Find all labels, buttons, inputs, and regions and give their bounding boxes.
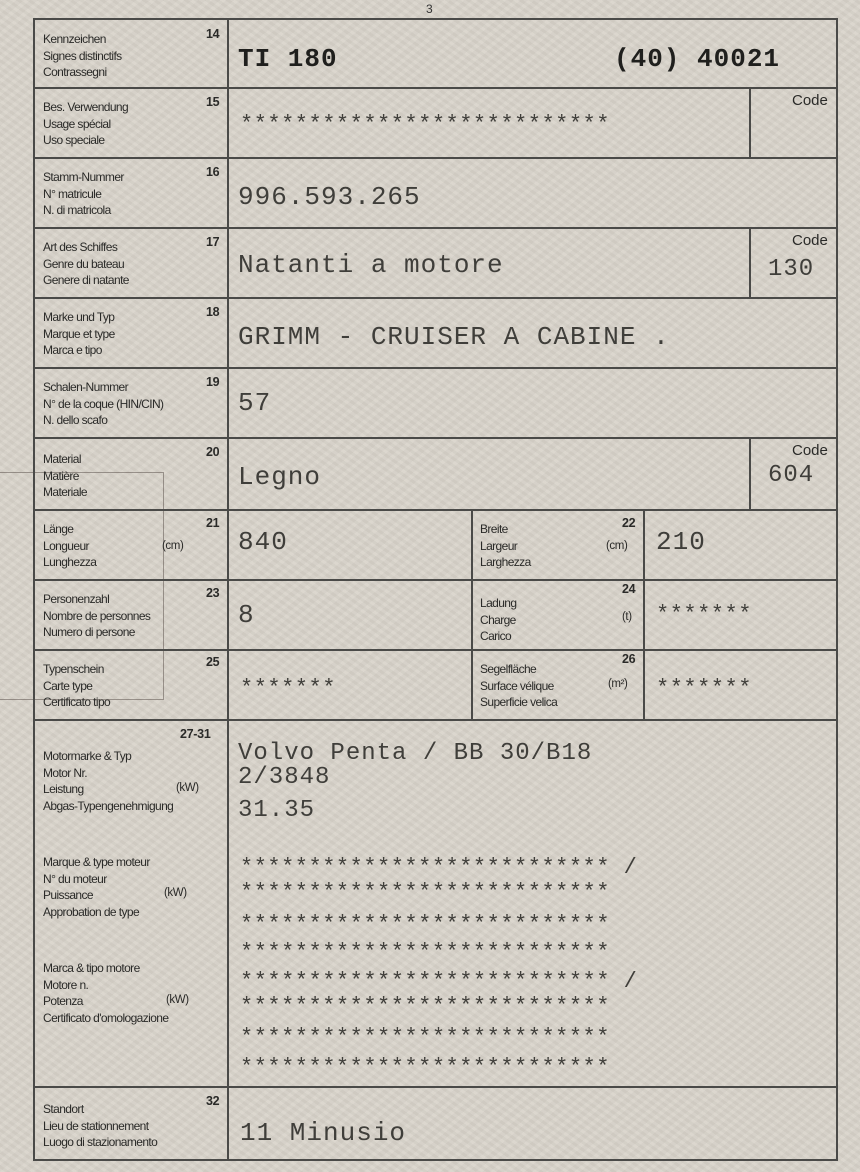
field-26-number: 26 [622, 652, 636, 666]
engine2-power: *************************** [240, 912, 610, 937]
persons-value: 8 [238, 600, 255, 630]
field-20-code-label: Code [792, 442, 828, 459]
master-number-value: 996.593.265 [238, 182, 421, 212]
engine1-number: 2/3848 [238, 764, 331, 791]
field-23-number: 23 [206, 586, 220, 600]
engine-power-unit-de: (kW) [176, 782, 199, 794]
field-15-number: 15 [206, 95, 220, 109]
field-19-number: 19 [206, 375, 220, 389]
boat-type-value: Natanti a motore [238, 250, 504, 280]
engine-power-unit-fr: (kW) [164, 887, 187, 899]
field-24-number: 24 [622, 582, 636, 596]
field-14-labels: Kennzeichen Signes distinctifs Contrassegni [43, 32, 122, 79]
engine3-make-type: *************************** / [240, 969, 638, 994]
field-20-labels: Material Matière Materiale [43, 452, 87, 499]
load-value: ******* [656, 602, 752, 627]
registration-plate: TI 180 [238, 44, 338, 74]
field-23-labels: Personenzahl Nombre de personnes Numero di persone [43, 592, 151, 639]
field-17-labels: Art des Schiffes Genre du bateau Genere di natante [43, 240, 129, 287]
field-24-unit: (t) [622, 611, 632, 623]
field-15-labels: Bes. Verwendung Usage spécial Uso speciale [43, 100, 129, 147]
field-18-number: 18 [206, 305, 220, 319]
special-use-value: *************************** [240, 112, 610, 137]
engine3-number: *************************** [240, 994, 610, 1019]
field-18-labels: Marke und Typ Marque et type Marca e tipo [43, 310, 115, 357]
field-32-labels: Standort Lieu de stationnement Luogo di stazionamento [43, 1102, 158, 1149]
engine1-power: 31.35 [238, 797, 316, 824]
field-22-unit: (cm) [606, 540, 628, 552]
field-16-labels: Stamm-Nummer N° matricule N. di matricola [43, 170, 124, 217]
engine-labels-de: Motormarke & Typ Motor Nr. Leistung Abgas-Typengenehmigung [43, 749, 174, 813]
material-code: 604 [768, 462, 815, 489]
field-17-number: 17 [206, 235, 220, 249]
page-number: 3 [426, 2, 433, 16]
sail-area-value: ******* [656, 676, 752, 701]
field-14-number: 14 [206, 27, 220, 41]
type-certificate-value: ******* [240, 676, 336, 701]
field-21-number: 21 [206, 516, 220, 530]
field-21-labels: Länge Longueur Lunghezza [43, 522, 97, 569]
registration-number: (40) 40021 [614, 44, 781, 74]
field-19-labels: Schalen-Nummer N° de la coque (HIN/CIN) N. dello scafo [43, 380, 164, 427]
engine1-make-type: Volvo Penta / BB 30/B18 [238, 740, 593, 767]
field-21-unit: (cm) [162, 540, 184, 552]
boat-type-code: 130 [768, 256, 815, 283]
engine3-power: *************************** [240, 1025, 610, 1050]
engine2-number: *************************** [240, 880, 610, 905]
field-25-number: 25 [206, 655, 220, 669]
material-value: Legno [238, 462, 322, 492]
field-26-unit: (m²) [608, 678, 628, 690]
field-17-code-label: Code [792, 232, 828, 249]
width-value: 210 [656, 527, 706, 557]
hull-number-value: 57 [238, 388, 272, 418]
field-15-code-label: Code [792, 92, 828, 109]
engine2-make-type: *************************** / [240, 855, 638, 880]
engine2-approval: *************************** [240, 940, 610, 965]
make-and-type-value: GRIMM - CRUISER A CABINE . [238, 322, 670, 352]
field-22-labels: Breite Largeur Larghezza [480, 522, 531, 569]
field-32-number: 32 [206, 1094, 220, 1108]
field-16-number: 16 [206, 165, 220, 179]
field-25-labels: Typenschein Carte type Certificato tipo [43, 662, 111, 709]
field-26-labels: Segelfläche Surface vélique Superficie velica [480, 662, 558, 709]
engine-power-unit-it: (kW) [166, 994, 189, 1006]
field-27-31-number: 27-31 [180, 727, 211, 741]
engine3-approval: *************************** [240, 1055, 610, 1080]
engine-labels-it: Marca & tipo motore Motore n. Potenza Certificato d'omologazione [43, 961, 169, 1025]
field-20-number: 20 [206, 445, 220, 459]
field-22-number: 22 [622, 516, 636, 530]
length-value: 840 [238, 527, 288, 557]
field-24-labels: Ladung Charge Carico [480, 596, 517, 643]
location-value: 11 Minusio [240, 1118, 407, 1148]
engine-labels-fr: Marque & type moteur N° du moteur Puissance Approbation de type [43, 855, 150, 919]
